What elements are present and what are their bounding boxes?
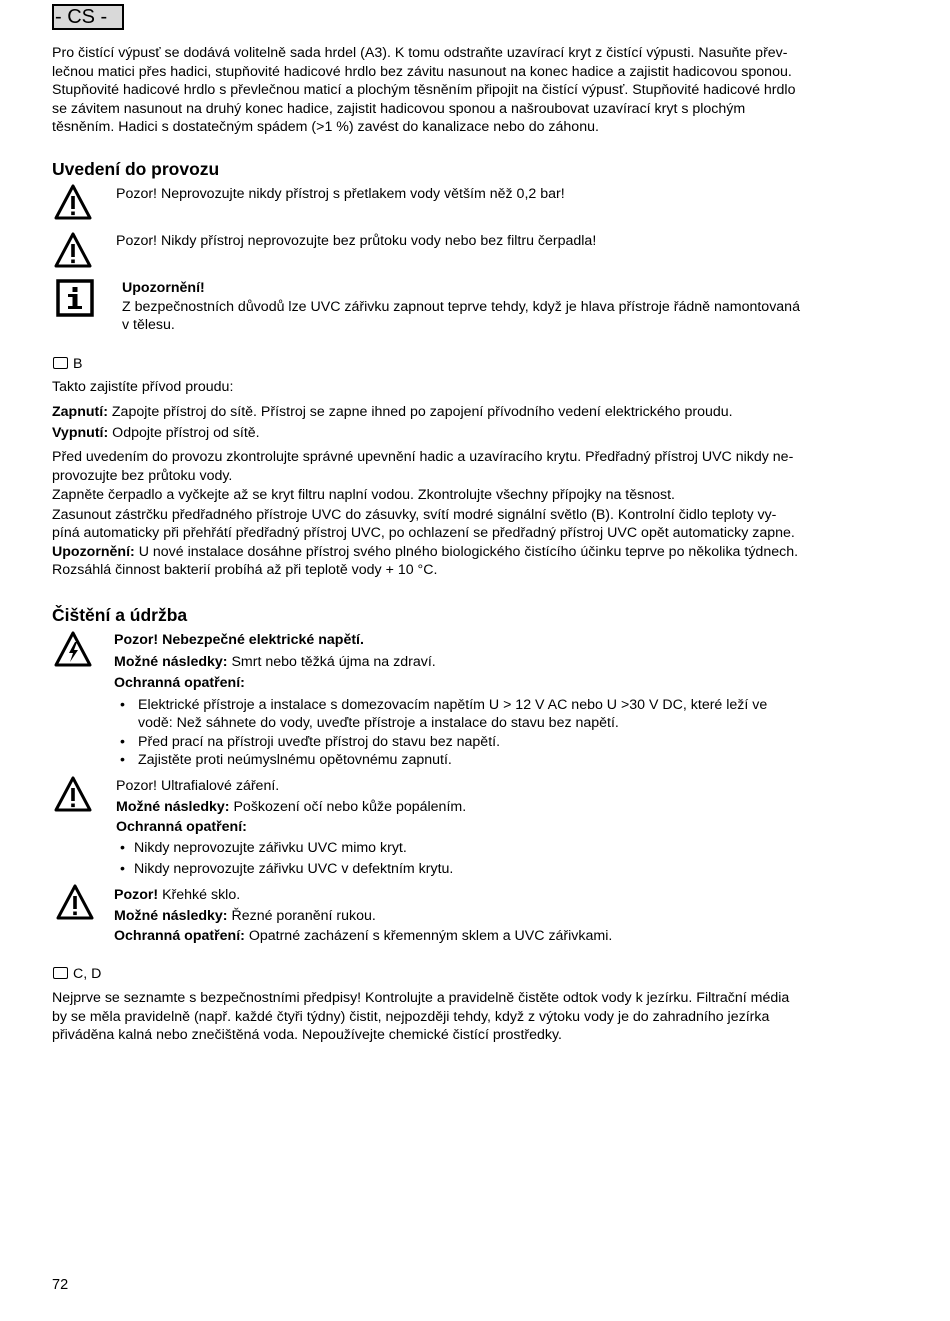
- intro-line: Pro čistící výpusť se dodává volitelně sada hrdel (A3). K tomu odstraňte uzavírací kryt z čistící výpusti. Nasuňte přev-: [52, 45, 788, 61]
- power-supply-intro: Takto zajistíte přívod proudu:: [52, 379, 234, 395]
- intro-line: lečnou matici přes hadici, stupňovité hadicové hrdlo bez závitu nasunout na konec hadice a zajistit hadicovou sponou.: [52, 63, 792, 80]
- protection-text: Opatrné zacházení s křemenným sklem a UVC zářivkami.: [244, 928, 613, 944]
- figure-reference: [53, 355, 82, 374]
- consequences-line: [116, 798, 892, 817]
- hazard-title-rest: Křehké sklo.: [158, 887, 241, 903]
- plug-line: píná automaticky při přehřátí předřadný přístroj UVC, po ochlazení se předřadný přístroj UVC opět automaticky zapne.: [52, 525, 795, 541]
- note-line: v tělesu.: [122, 317, 175, 333]
- figure-ref-label: B: [73, 356, 83, 372]
- note-title: Upozornění!: [122, 280, 205, 296]
- hazard-title: [114, 886, 894, 905]
- pump-line: Zapněte čerpadlo a vyčkejte až se kryt filtru naplní vodou. Zkontrolujte všechny přípojky na těsnost.: [52, 487, 675, 503]
- consequences-line: [114, 907, 894, 926]
- consequences-line: [114, 653, 894, 672]
- warning-no-flow: Pozor! Nikdy přístroj neprovozujte bez průtoku vody nebo bez filtru čerpadla!: [116, 233, 597, 249]
- intro-line: se závitem nasunout na druhý konec hadice, zajistit hadicovou sponou a našroubovat uzavírací kryt s plochým: [52, 100, 746, 117]
- plug-line: Zasunout zástrčku předřadného přístroje UVC do zásuvky, svítí modré signální světlo (B). Kontrolní čidlo teploty vy-: [52, 506, 777, 523]
- notice-label: Upozornění:: [52, 543, 135, 560]
- figure-box-icon: [53, 357, 68, 369]
- switch-off-line: [52, 424, 892, 443]
- figure-box-icon: [53, 967, 68, 979]
- cleaning-line: přiváděna kalná nebo znečištěná voda. Nepoužívejte chemické čistící prostředky.: [52, 1027, 562, 1043]
- consequences-text: Poškození očí nebo kůže popálením.: [229, 798, 467, 815]
- info-icon: [56, 279, 94, 317]
- switch-on-text: Zapojte přístroj do sítě. Přístroj se zapne ihned po zapojení přívodního vedení elektrického proudu.: [107, 404, 733, 420]
- note-line: Z bezpečnostních důvodů lze UVC zářivku zapnout teprve tehdy, když je hlava přístroje řádně namontovaná: [122, 298, 800, 315]
- hazard-electric: [114, 631, 894, 770]
- hazard-title: Pozor! Ultrafialové záření.: [116, 778, 280, 794]
- list-item-line: vodě: Než sáhnete do vody, uveďte přístroje a instalace do stavu bez napětí.: [138, 715, 619, 731]
- check-line: provozujte bez průtoku vody.: [52, 467, 233, 484]
- hazard-title-bold: Nebezpečné elektrické napětí.: [162, 632, 364, 648]
- protection-line: [114, 927, 894, 946]
- hazard-uv: [116, 777, 892, 879]
- cleaning-line: Nejprve se seznamte s bezpečnostními předpisy! Kontrolujte a pravidelně čistěte odtok vody k jezírku. Filtrační média: [52, 990, 790, 1006]
- power-instructions: [52, 403, 892, 442]
- list-item: • Před prací na přístroji uveďte přístroj do stavu bez napětí.: [114, 733, 894, 752]
- page-number: 72: [52, 1277, 69, 1293]
- switch-off-label: Vypnutí:: [52, 424, 109, 441]
- pre-start-check: [52, 448, 892, 580]
- cleaning-paragraph: [52, 989, 892, 1045]
- switch-on-label: Zapnutí:: [52, 404, 108, 420]
- warning-triangle-icon: [54, 232, 92, 268]
- list-item: • Nikdy neprovozujte zářivku UVC v defektním krytu.: [114, 860, 892, 879]
- hazard-title-prefix: Pozor!: [114, 632, 163, 648]
- warning-triangle-icon: [56, 884, 94, 920]
- intro-paragraph: [52, 44, 892, 137]
- consequences-label: Možné následky:: [114, 907, 228, 924]
- hazard-title-bold: Pozor!: [114, 887, 159, 903]
- switch-on-line: [52, 403, 892, 422]
- list-item: • Zajistěte proti neúmyslnému opětovnému zapnutí.: [114, 751, 894, 770]
- warning-overpressure: Pozor! Neprovozujte nikdy přístroj s přetlakem vody větším něž 0,2 bar!: [116, 186, 565, 202]
- hazard-glass: [114, 886, 894, 946]
- notice-text: U nové instalace dosáhne přístroj svého plného biologického čistícího účinku teprve po několika týdnech.: [134, 543, 799, 560]
- protection-list: [114, 696, 894, 770]
- intro-line: Stupňovité hadicové hrdlo s převlečnou maticí a plochým těsněním připojit na čistící výpusť. Stupňovité hadicové hrdlo: [52, 82, 796, 98]
- protection-label: Ochranná opatření:: [114, 675, 245, 691]
- section-title-cleaning: Čištění a údržba: [52, 605, 188, 625]
- switch-off-text: Odpojte přístroj od sítě.: [108, 424, 260, 441]
- info-note: [122, 279, 892, 335]
- warning-triangle-icon: [54, 776, 92, 812]
- figure-reference: [53, 965, 101, 984]
- warning-triangle-icon: [54, 184, 92, 220]
- hazard-title: [114, 631, 894, 650]
- notice-line-2: Rozsáhlá činnost bakterií probíhá až při teplotě vody + 10 °C.: [52, 562, 438, 578]
- consequences-text: Řezné poranění rukou.: [227, 907, 376, 924]
- list-item: • Nikdy neprovozujte zářivku UVC mimo kryt.: [114, 839, 892, 858]
- section-title-commissioning: Uvedení do provozu: [52, 159, 220, 179]
- list-item: [114, 696, 894, 733]
- check-line: Před uvedením do provozu zkontrolujte správné upevnění hadic a uzavíracího krytu. Předřadný přístroj UVC nikdy ne-: [52, 449, 794, 465]
- list-item-line: • Elektrické přístroje a instalace s domezovacím napětím U > 12 V AC nebo U >30 V DC, které leží ve: [138, 696, 768, 713]
- protection-label: Ochranná opatření:: [116, 819, 247, 835]
- notice-line: [52, 543, 892, 562]
- electrical-hazard-icon: [54, 631, 92, 667]
- cleaning-line: by se měla pravidelně (např. každé čtyři týdny) čistit, nejpozději tehdy, když z výtoku vody je do zahradního jezírka: [52, 1008, 770, 1025]
- language-tag: - CS -: [52, 4, 124, 30]
- intro-line: těsněním. Hadici s dostatečným spádem (>1 %) zavést do kanalizace nebo do záhonu.: [52, 119, 599, 135]
- protection-label: Ochranná opatření:: [114, 928, 245, 944]
- figure-ref-label: C, D: [73, 966, 102, 982]
- consequences-label: Možné následky:: [116, 798, 230, 815]
- consequences-text: Smrt nebo těžká újma na zdraví.: [227, 653, 436, 670]
- protection-list: [116, 839, 892, 879]
- consequences-label: Možné následky:: [114, 653, 228, 670]
